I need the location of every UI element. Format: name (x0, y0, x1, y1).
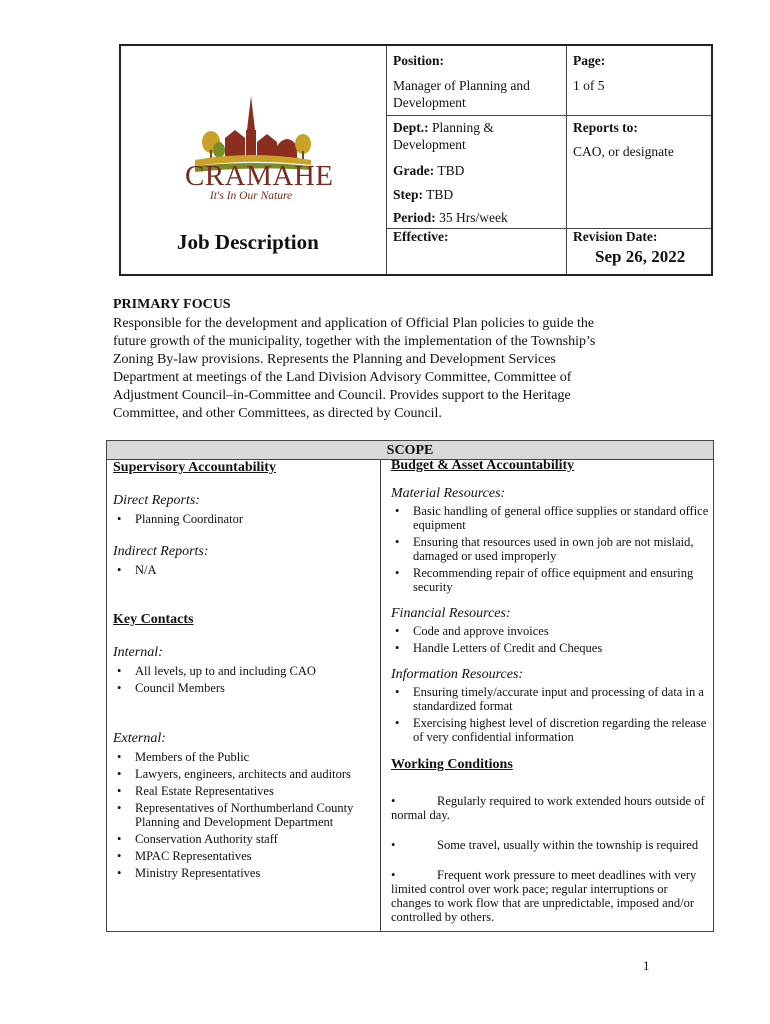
internal-contacts-list (113, 664, 378, 695)
list-item: • MPAC Representatives (113, 849, 378, 863)
logo-tagline: It's In Our Nature (209, 190, 293, 202)
step-field: Step: TBD (393, 187, 454, 202)
list-item: • Basic handling of general office supplies or standard office equipment (391, 504, 709, 532)
list-item: • Recommending repair of office equipment and ensuring security (391, 566, 709, 594)
page-value: 1 of 5 (573, 78, 605, 93)
list-item: • Council Members (113, 681, 378, 695)
list-item: • N/A (113, 563, 378, 577)
dept-field: Dept.: Planning & Development (393, 120, 494, 152)
indirect-reports-list (113, 563, 378, 577)
logo-wordmark: CRAMAHE (185, 160, 334, 192)
material-heading: Material Resources: (391, 486, 506, 501)
header-divider (386, 46, 387, 274)
key-contacts-heading: Key Contacts (113, 612, 194, 627)
page-label: Page: (573, 53, 606, 68)
financial-heading: Financial Resources: (391, 606, 511, 621)
header-divider (566, 46, 567, 274)
position-value: Manager of Planning and Development (393, 78, 530, 110)
list-item: • Ministry Representatives (113, 866, 378, 880)
effective-label: Effective: (393, 229, 449, 244)
list-item: • Representatives of Northumberland County Planning and Development Department (113, 801, 378, 829)
list-item: • Planning Coordinator (113, 512, 378, 526)
material-list (391, 504, 709, 594)
position-label: Position: (393, 53, 445, 68)
direct-reports-list (113, 512, 378, 526)
list-item: • Lawyers, engineers, architects and auditors (113, 767, 378, 781)
scope-divider (380, 459, 381, 931)
document-title: Job Description (177, 230, 319, 254)
scope-right-column (391, 459, 709, 924)
direct-reports-heading: Direct Reports: (113, 493, 200, 508)
scope-table (106, 440, 714, 932)
list-item: • Conservation Authority staff (113, 832, 378, 846)
financial-list (391, 624, 709, 655)
primary-focus-body: Responsible for the development and application of Official Plan policies to guide the future growth of the municipality, together with the implementation of the Township’s Zoning By-law provisions. Represents the Planning and Development Services Department at meetings of the Land Division Advisory Committee, Committee of Adjustment Council–in-Committee and Council. Provides support to the Heritage Committee, and other Committees, as directed by Council. (113, 316, 596, 421)
information-list (391, 685, 709, 744)
internal-heading: Internal: (113, 645, 163, 660)
revision-date-label: Revision Date: (573, 229, 658, 244)
working-condition-item: • Regularly required to work extended hours outside of normal day. (391, 794, 705, 822)
list-item: • Code and approve invoices (391, 624, 709, 638)
list-item: • All levels, up to and including CAO (113, 664, 378, 678)
list-item: • Real Estate Representatives (113, 784, 378, 798)
list-item: • Exercising highest level of discretion regarding the release of very confidential information (391, 716, 709, 744)
list-item: • Ensuring that resources used in own job are not mislaid, damaged or used improperly (391, 535, 709, 563)
list-item: • Handle Letters of Credit and Cheques (391, 641, 709, 655)
scope-left-column (113, 461, 378, 880)
information-heading: Information Resources: (391, 667, 524, 682)
period-field: Period: 35 Hrs/week (393, 210, 508, 225)
list-item: • Members of the Public (113, 750, 378, 764)
reports-to-label: Reports to: (573, 120, 638, 135)
reports-to-value: CAO, or designate (573, 144, 674, 159)
supervisory-heading: Supervisory Accountability (113, 460, 276, 475)
primary-focus-heading: PRIMARY FOCUS (113, 297, 231, 312)
page-number: 1 (643, 958, 650, 973)
external-heading: External: (113, 731, 166, 746)
indirect-reports-heading: Indirect Reports: (113, 544, 209, 559)
grade-field: Grade: TBD (393, 163, 465, 178)
revision-date-value: Sep 26, 2022 (595, 247, 686, 266)
list-item: • Ensuring timely/accurate input and processing of data in a standardized format (391, 685, 709, 713)
working-condition-item: • Frequent work pressure to meet deadlines with very limited control over work pace; regular interruptions or changes to work flow that are unpredictable, imposed and/or controlled by others. (391, 868, 697, 924)
external-contacts-list (113, 750, 378, 880)
working-conditions-heading: Working Conditions (391, 757, 513, 772)
header-table (119, 44, 713, 276)
scope-title: SCOPE (107, 441, 713, 460)
header-divider (386, 115, 711, 116)
budget-heading: Budget & Asset Accountability (391, 458, 575, 473)
working-condition-item: • Some travel, usually within the township is required (391, 838, 699, 852)
